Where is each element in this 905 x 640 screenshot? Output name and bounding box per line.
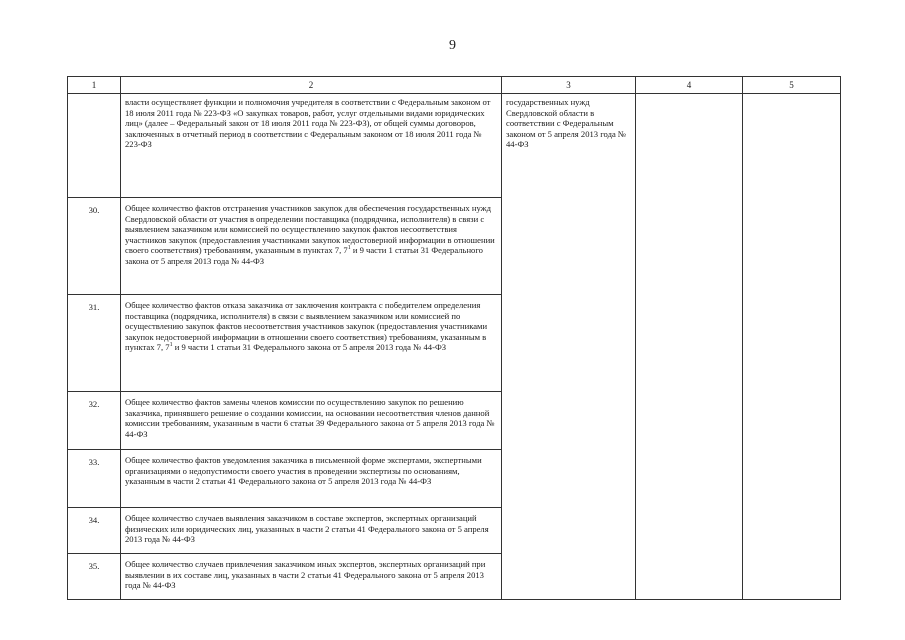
responsible-body-cell: государственных нужд Свердловской области в соответствии с Федеральным законом от 5 апреля 2013 года № 44-ФЗ: [502, 94, 636, 600]
table-row-continuation: [68, 94, 841, 198]
table-header: [68, 77, 841, 94]
row-description: Общее количество фактов уведомления заказчика в письменной форме экспертами, экспертными организациями о недопустимости своего участия в проведении экспертизы по основаниям, указанным в части 2 статьи 41 Федерального закона от 5 апреля 2013 года № 44-ФЗ: [121, 450, 502, 508]
page-number: 9: [449, 38, 456, 53]
row-number: 31.: [68, 295, 121, 392]
column-header-4: 4: [636, 77, 743, 94]
row-number: [68, 94, 121, 198]
header-row: [68, 77, 841, 94]
row-description: Общее количество случаев привлечения заказчиком иных экспертов, экспертных организаций при выявлении в их составе лиц, указанных в части 2 статьи 41 Федерального закона от 5 апреля 2013 года № 44-ФЗ: [121, 554, 502, 600]
row-description: Общее количество фактов отстранения участников закупок для обеспечения государственных нужд Свердловской области от участия в определении поставщика (подрядчика, исполнителя) в связи с выявлением заказчиком или комиссией по осуществлению закупок фактов несоответствия участников закупок (предоставления участниками закупок недостоверной информации в отношении своего соответствия) требованиям, указанным в пунктах 7, $7^1$ и 9 части 1 статьи 31 Федерального закона от 5 апреля 2013 года № 44-ФЗ: [121, 198, 502, 295]
column-5-cell: [743, 94, 841, 600]
column-header-1: 1: [68, 77, 121, 94]
row-number: 32.: [68, 392, 121, 450]
row-number: 34.: [68, 508, 121, 554]
row-description: Общее количество случаев выявления заказчиком в составе экспертов, экспертных организаций физических или юридических лиц, указанных в части 2 статьи 41 Федерального закона от 5 апреля 2013 года № 44-ФЗ: [121, 508, 502, 554]
superscript: 1: [169, 342, 173, 349]
column-header-2: 2: [121, 77, 502, 94]
column-header-5: 5: [743, 77, 841, 94]
superscript: 1: [347, 245, 351, 252]
row-number: 33.: [68, 450, 121, 508]
row-description: власти осуществляет функции и полномочия учредителя в соответствии с Федеральным законом от 18 июля 2011 года № 223-ФЗ «О закупках товаров, работ, услуг отдельными видами юридических лиц» (далее – Федеральный закон от 18 июля 2011 года № 223-ФЗ), от общей суммы договоров, заключенных в отчетный период в соответствии с Федеральным законом от 18 июля 2011 года № 223-ФЗ: [121, 94, 502, 198]
table-body: [68, 94, 841, 600]
indicators-table: [67, 76, 841, 600]
column-header-3: 3: [502, 77, 636, 94]
column-4-cell: [636, 94, 743, 600]
row-number: 30.: [68, 198, 121, 295]
row-description: Общее количество фактов отказа заказчика от заключения контракта с победителем определения поставщика (подрядчика, исполнителя) в связи с выявлением заказчиком или комиссией по осуществлению закупок фактов несоответствия участников закупок (предоставления участниками закупок недостоверной информации в отношении своего соответствия) требованиям, указанным в пунктах 7, $7^1$ и 9 части 1 статьи 31 Федерального закона от 5 апреля 2013 года № 44-ФЗ: [121, 295, 502, 392]
row-description: Общее количество фактов замены членов комиссии по осуществлению закупок по решению заказчика, принявшего решение о создании комиссии, на основании несоответствия членов данной комиссии требованиям, указанным в части 6 статьи 39 Федерального закона от 5 апреля 2013 года № 44-ФЗ: [121, 392, 502, 450]
row-number: 35.: [68, 554, 121, 600]
